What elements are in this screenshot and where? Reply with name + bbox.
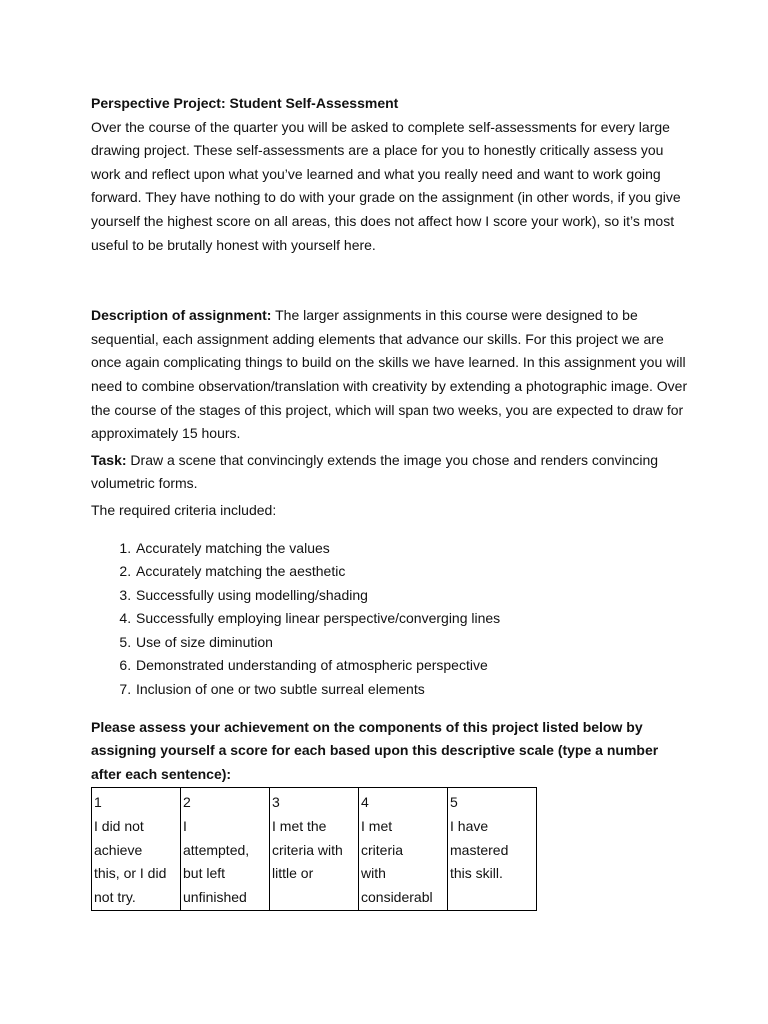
scale-line: I met the <box>272 818 327 835</box>
criteria-list <box>91 537 691 702</box>
scale-score: 2 <box>183 794 191 811</box>
criteria-intro: The required criteria included: <box>91 501 277 518</box>
spacer <box>91 257 691 304</box>
scale-cell-3 <box>270 788 359 911</box>
criteria-item: 1. Accurately matching the values <box>135 537 691 561</box>
intro-paragraph: Over the course of the quarter you will be asked to complete self-assessments for every large drawing project. These self-assessments are a place for you to honestly critically assess you work and reflect upon what you’ve learned and what you really need and want to work going forward. They have nothing to do with your grade on the assignment (in other words, if you give yourself the highest score on all areas, this does not affect how I score your work), so it’s most useful to be brutally honest with yourself here. <box>91 118 681 253</box>
scale-line: this skill. <box>450 865 503 882</box>
scale-line: this, or I did <box>94 865 167 882</box>
scale-line: mastered <box>450 841 509 858</box>
scale-line: with <box>361 865 386 882</box>
description-text: The larger assignments in this course were designed to be sequential, each assignment adding elements that advance our skills. For this project we are once again complicating things to build on the skills we have learned. In this assignment you will need to combine observation/translation with creativity by extending a photographic image. Over the course of the stages of this project, which will span two weeks, you are expected to draw for approximately 15 hours. <box>91 307 688 442</box>
assessment-prompt: Please assess your achievement on the components of this project listed below by assigning yourself a score for each based upon this descriptive scale (type a number after each sentence): <box>91 718 659 782</box>
description-paragraph <box>91 304 691 446</box>
criteria-item: 3. Successfully using modelling/shading <box>135 584 691 608</box>
scale-line: criteria <box>361 841 404 858</box>
criteria-item: 7. Inclusion of one or two subtle surreal elements <box>135 678 691 702</box>
scale-line: unfinished <box>183 888 247 905</box>
description-label: Description of assignment: <box>91 307 272 324</box>
scale-cell-1 <box>92 788 181 911</box>
criteria-item: 5. Use of size diminution <box>135 631 691 655</box>
scale-cell-5 <box>448 788 537 911</box>
scale-line: achieve <box>94 841 143 858</box>
scale-cell-4 <box>359 788 448 911</box>
scale-line: but left <box>183 865 226 882</box>
scale-line: considerabl <box>361 888 433 905</box>
document-page <box>91 92 691 911</box>
scale-line: I did not <box>94 818 144 835</box>
scale-score: 5 <box>450 794 458 811</box>
criteria-item: 4. Successfully employing linear perspective/converging lines <box>135 607 691 631</box>
criteria-item: 2. Accurately matching the aesthetic <box>135 560 691 584</box>
document-title: Perspective Project: Student Self-Assessment <box>91 95 399 111</box>
scale-line: not try. <box>94 888 136 905</box>
scale-score: 4 <box>361 794 369 811</box>
task-paragraph <box>91 449 691 496</box>
table-row <box>92 788 537 911</box>
scale-line: I have <box>450 818 489 835</box>
scale-line: I met <box>361 818 393 835</box>
score-scale-table <box>91 787 537 911</box>
scale-line: attempted, <box>183 841 250 858</box>
scale-score: 3 <box>272 794 280 811</box>
scale-line: criteria with <box>272 841 343 858</box>
criteria-item: 6. Demonstrated understanding of atmospheric perspective <box>135 654 691 678</box>
scale-line: little or <box>272 865 314 882</box>
task-text: Draw a scene that convincingly extends the image you chose and renders convincing volumetric forms. <box>91 451 659 492</box>
scale-score: 1 <box>94 794 102 811</box>
scale-line: I <box>183 818 187 835</box>
scale-cell-2 <box>181 788 270 911</box>
task-label: Task: <box>91 451 127 468</box>
